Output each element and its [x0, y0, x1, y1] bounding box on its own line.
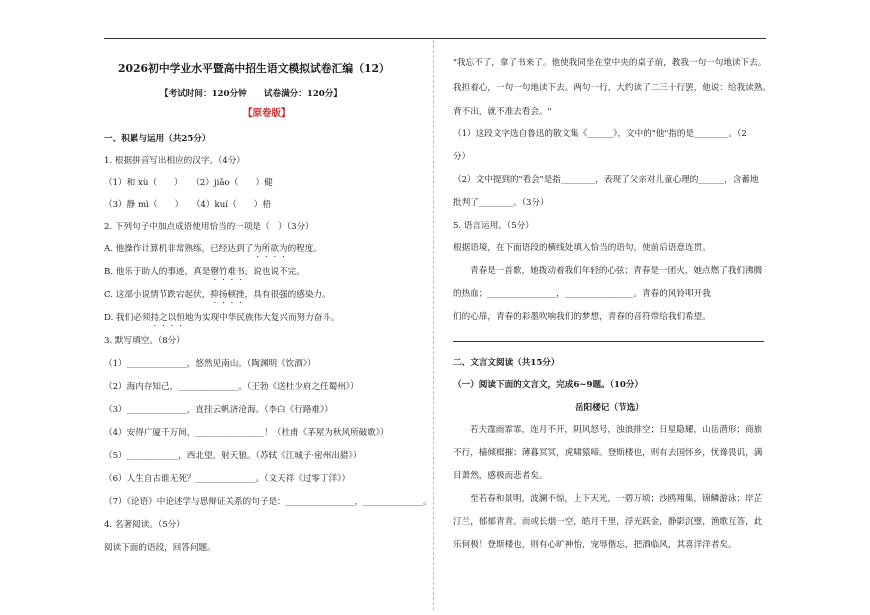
dotted-idiom: 抑扬顿挫: [210, 290, 245, 300]
essay-line: 若夫霪雨霏霏，连月不开，阴风怒号，浊浪排空；日星隐耀，山岳潜形；商旅: [470, 425, 763, 435]
question-4-2: （2）文中提到的"看会"是指________，表现了父亲对儿童心理的______，含蓄地: [453, 175, 759, 185]
paper-title: 2026初中学业水平暨高中招生语文模拟试卷汇编（12）: [118, 62, 390, 75]
recitation-4: （4）安得广厦千万间，________________！（杜甫《茅屋为秋风所破歌》）: [104, 428, 389, 438]
dotted-idiom: 持之以恒: [150, 313, 185, 323]
column-divider: [433, 40, 435, 610]
section-heading: 二、文言文阅读（共15分）: [453, 358, 560, 368]
option-a: A. 他操作计算机非常熟练，已经达到了为所欲为的程度。: [104, 244, 322, 254]
essay-title: 岳阳楼记（节选）: [575, 403, 644, 413]
exam-meta: 【考试时间：120分钟 试卷满分：120分】: [160, 89, 342, 99]
recitation-6: （6）人生自古谁无死？______________。（文天祥《过零丁洋》）: [104, 474, 351, 484]
essay-line: 目萧然，感极而悲者矣。: [453, 471, 548, 481]
essay-line: 不行，樯倾楫摧；薄暮冥冥，虎啸猿啼。登斯楼也，则有去国怀乡，忧谗畏讥，满: [453, 448, 763, 458]
dotted-idiom: 罄竹难书: [210, 267, 245, 277]
question-5: 5. 语言运用。（5分）: [453, 221, 534, 231]
subsection-heading: （一）阅读下面的文言文，完成6~9题。（10分）: [453, 380, 644, 390]
question-2: 2. 下列句子中加点成语使用恰当的一项是（ ）（3分）: [104, 222, 314, 232]
recitation-3: （3）______________，直挂云帆济沧海。（李白《行路难》）: [104, 405, 333, 415]
question-1-row-2: （3）静 mì（ ） （4）kuí（ ）梧: [104, 200, 271, 210]
option-c: C. 这部小说情节跌宕起伏，抑扬顿挫，具有很强的感染力。: [104, 290, 331, 300]
question-4: 4. 名著阅读。（5分）: [104, 520, 185, 530]
version-label: 【原卷版】: [243, 108, 291, 119]
question-3: 3. 默写填空。（8分）: [104, 336, 185, 346]
section-rule: [453, 341, 764, 342]
essay-line: 至若春和景明，波澜不惊，上下天光，一碧万顷；沙鸥翔集，锦鳞游泳；岸芷: [470, 494, 763, 504]
recitation-1: （1）______________，悠然见南山。（陶渊明《饮酒》）: [104, 359, 316, 369]
recitation-2: （2）海内存知己，______________。（王勃《送杜少府之任蜀州》）: [104, 382, 359, 392]
option-b: B. 他乐于助人的事迹，真是罄竹难书，说也说不完。: [104, 267, 305, 277]
question-4-1-cont: 分）: [453, 152, 471, 162]
question-4-2-cont: 批判了________。（3分）: [453, 198, 549, 208]
essay-line: 汀兰，郁郁青青。而或长烟一空，皓月千里，浮光跃金，静影沉璧，渔歌互答，此: [453, 517, 763, 527]
question-5-passage: 的热血；________________，________________。青春的风铃叩开我: [453, 289, 711, 299]
question-1: 1. 根据拼音写出相应的汉字。（4分）: [104, 156, 246, 166]
question-1-row-1: （1）和 xù（ ） （2）jiǎo（ ）健: [104, 178, 273, 188]
passage-line: 背不出，就不准去看会。": [453, 107, 552, 117]
essay-line: 乐何极！登斯楼也，则有心旷神怡，宠辱偕忘，把酒临风，其喜洋洋者矣。: [453, 540, 737, 550]
option-d: D. 我们必须持之以恒地为实现中华民族伟大复兴而努力奋斗。: [104, 313, 340, 323]
passage-line: 我担着心，一句一句地读下去。两句一行，大约读了二三十行罢，他说：给我读熟。: [453, 83, 771, 93]
question-5-passage: 青春是一首歌，她拨动着我们年轻的心弦；青春是一团火，她点燃了我们沸腾: [470, 266, 763, 276]
recitation-5: （5）____________，西北望，射天狼。（苏轼《江城子·密州出猎》）: [104, 451, 362, 461]
question-5-intro: 根据语境，在下面语段的横线处填入恰当的语句，使前后语意连贯。: [453, 243, 711, 253]
top-rule: [104, 38, 766, 39]
question-5-passage: 们的心扉，青春的彩墨吹响我们的梦想，青春的音符带给我们希望。: [453, 312, 711, 322]
question-4-1: （1）这段文字选自鲁迅的散文集《______》，文中的"他"指的是________。（2: [453, 129, 747, 139]
passage-line: "我忘不了，拿了书来了。他使我同坐在堂中央的桌子前，教我一句一句地读下去。: [453, 58, 767, 68]
section-heading: 一、积累与运用（共25分）: [104, 134, 211, 144]
recitation-7: （7）《论语》中论述学与思辩证关系的句子是：________________，______________。: [104, 497, 432, 507]
question-4-intro: 阅读下面的语段，回答问题。: [104, 543, 216, 553]
dotted-idiom: 为所欲为: [253, 244, 288, 254]
